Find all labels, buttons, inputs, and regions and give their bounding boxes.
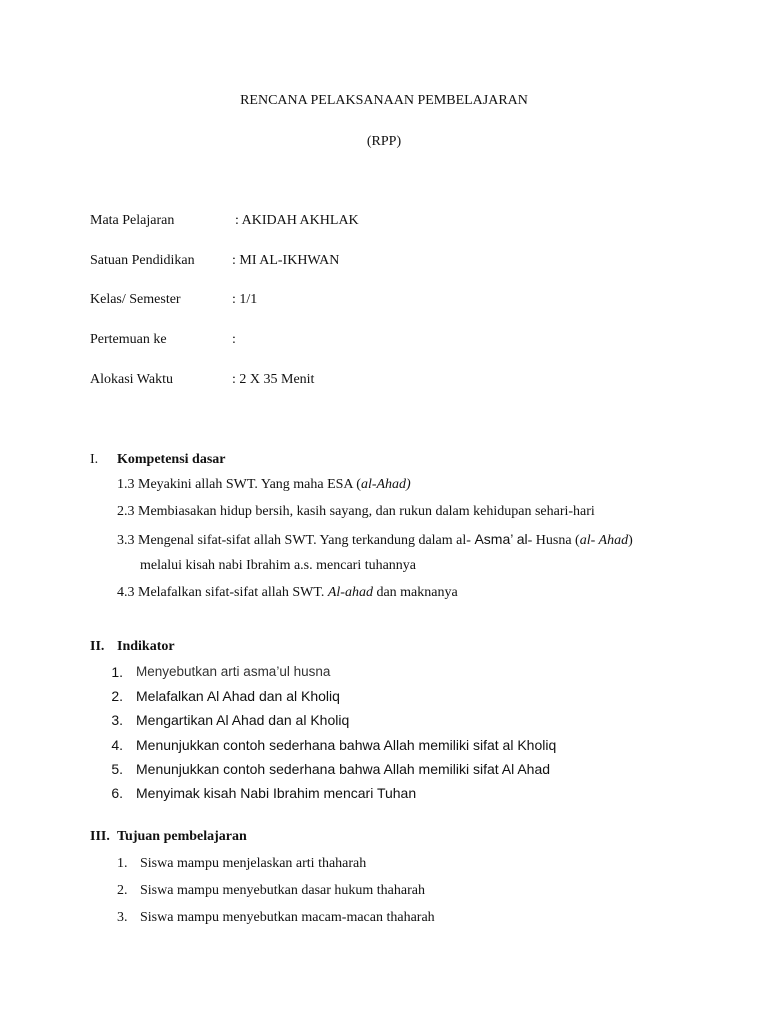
kd-italic-term: al-Ahad) xyxy=(360,477,411,492)
info-value-kelas-semester: : 1/1 xyxy=(232,292,258,307)
info-label-kelas-semester: Kelas/ Semester xyxy=(90,292,181,307)
indikator-item: Menyebutkan arti asma’ul husna xyxy=(136,664,331,679)
tujuan-number: 2. xyxy=(117,883,128,898)
indikator-item: Mengartikan Al Ahad dan al Kholiq xyxy=(136,712,350,728)
kd-item-2: 2.3 Membiasakan hidup bersih, kasih sayang, dan rukun dalam kehidupan sehari-hari xyxy=(117,504,595,519)
indikator-number: 2. xyxy=(111,688,123,704)
kd-text: dan maknanya xyxy=(372,585,458,600)
indikator-item: Menyimak kisah Nabi Ibrahim mencari Tuhan xyxy=(136,785,417,801)
kd-item-4 xyxy=(117,585,458,601)
indikator-item: Menunjukkan contoh sederhana bahwa Allah memiliki sifat Al Ahad xyxy=(136,761,551,777)
section-title: Indikator xyxy=(117,639,175,654)
info-value-mata-pelajaran: : AKIDAH AKHLAK xyxy=(235,213,359,228)
tujuan-item: Siswa mampu menyebutkan macam-macan thaharah xyxy=(140,910,435,925)
kd-text: 3.3 Mengenal sifat-sifat allah SWT. Yang terkandung dalam al- xyxy=(117,533,475,548)
indikator-number: 1. xyxy=(111,664,123,680)
info-label-mata-pelajaran: Mata Pelajaran xyxy=(90,213,175,228)
indikator-item: Menunjukkan contoh sederhana bahwa Allah memiliki sifat al Kholiq xyxy=(136,737,557,753)
tujuan-item: Siswa mampu menjelaskan arti thaharah xyxy=(140,856,367,871)
indikator-item: Melafalkan Al Ahad dan al Kholiq xyxy=(136,688,340,704)
info-label-pertemuan: Pertemuan ke xyxy=(90,332,167,347)
kd-item-1 xyxy=(117,477,411,493)
indikator-number: 3. xyxy=(111,712,123,728)
info-value-pertemuan: : xyxy=(232,332,236,347)
kd-italic-term: al- Ahad xyxy=(579,533,629,548)
kd-text: 1.3 Meyakini allah SWT. Yang maha ESA ( xyxy=(117,477,361,492)
section-numeral: I. xyxy=(90,452,99,467)
tujuan-number: 1. xyxy=(117,856,128,871)
kd-item-3-continuation: melalui kisah nabi Ibrahim a.s. mencari tuhannya xyxy=(140,558,417,573)
kd-item-3 xyxy=(117,531,633,549)
indikator-number: 6. xyxy=(111,785,123,801)
document-subtitle: (RPP) xyxy=(366,134,402,149)
info-label-alokasi-waktu: Alokasi Waktu xyxy=(90,372,173,387)
info-label-satuan-pendidikan: Satuan Pendidikan xyxy=(90,253,195,268)
section-title: Tujuan pembelajaran xyxy=(117,829,247,844)
info-value-satuan-pendidikan: : MI AL-IKHWAN xyxy=(232,253,340,268)
kd-text: ) xyxy=(628,533,633,548)
tujuan-item: Siswa mampu menyebutkan dasar hukum thaharah xyxy=(140,883,425,898)
tujuan-number: 3. xyxy=(117,910,128,925)
kd-term: Asma’ al xyxy=(474,531,528,547)
kd-text: - Husna ( xyxy=(527,533,580,548)
indikator-number: 5. xyxy=(111,761,123,777)
info-value-alokasi-waktu: : 2 X 35 Menit xyxy=(232,372,315,387)
section-numeral: III. xyxy=(90,829,110,844)
kd-text: 4.3 Melafalkan sifat-sifat allah SWT. xyxy=(117,585,328,600)
section-numeral: II. xyxy=(90,639,105,654)
section-title: Kompetensi dasar xyxy=(117,452,226,467)
kd-italic-term: Al-ahad xyxy=(327,585,373,600)
indikator-number: 4. xyxy=(111,737,123,753)
document-title: RENCANA PELAKSANAAN PEMBELAJARAN xyxy=(240,93,528,108)
